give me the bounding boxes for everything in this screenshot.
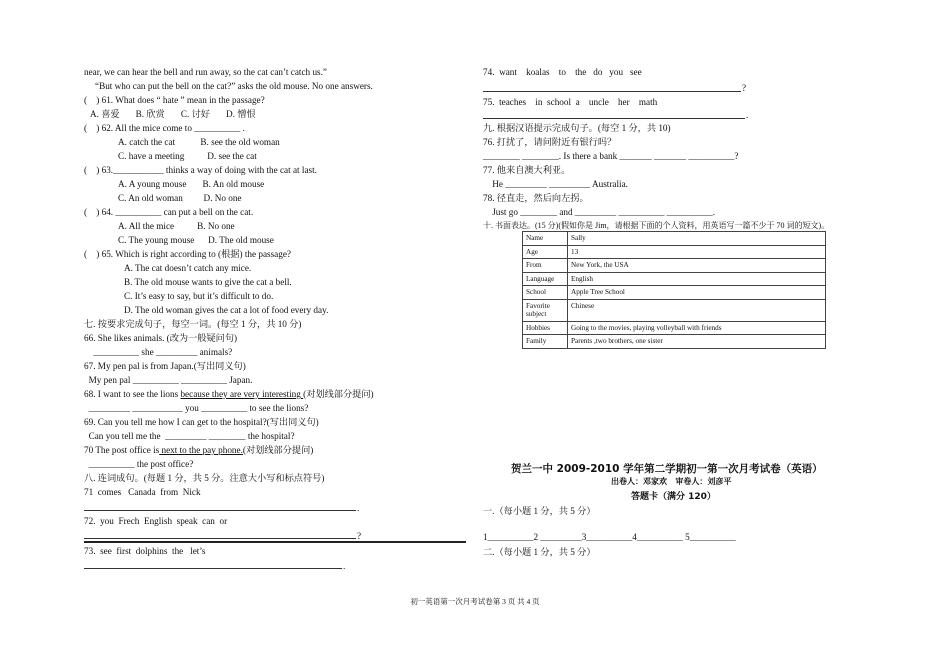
table-key: Name [523, 232, 568, 246]
table-value: Sally [568, 232, 826, 246]
answer-75-punct: . [746, 110, 749, 120]
answer-line-75 [483, 118, 745, 119]
answer-section-1-blanks: 1__________2 _________3__________4__________ 5__________ [483, 532, 736, 542]
question-67: 67. My pen pal is from Japan.(写出同义句) [84, 361, 246, 371]
exam-title: 贺兰一中 2009-2010 学年第二学期初一第一次月考试卷（英语） [511, 463, 823, 475]
answer-section-2: 二.（每小题 1 分，共 5 分） [483, 547, 596, 557]
question-73: 73. see first dolphins the let’s [84, 546, 206, 556]
question-65-option-b: B. The old mouse wants to give the cat a bell. [124, 277, 292, 287]
question-65-option-c: C. It’s easy to say, but it’s difficult to do. [124, 291, 274, 301]
question-64: ( ) 64. __________ can put a bell on the cat. [84, 207, 254, 217]
answer-card-title: 答题卡（满分 120） [631, 492, 716, 502]
question-65-option-d: D. The old woman gives the cat a lot of food every day. [124, 305, 329, 315]
page-footer: 初一英语第一次月考试卷第 3 页 共 4 页 [410, 597, 540, 606]
section-10-heading: 十. 书面表达。(15 分)(假如你是 Jim，请根据下面的个人资料，用英语写一篇不少于 70 词的短文)。 [483, 221, 830, 230]
question-62: ( ) 62. All the mice come to __________ . [84, 123, 245, 133]
question-68-instruction: (对划线部分提问) [303, 389, 374, 399]
table-value: Apple Tree School [568, 286, 826, 300]
question-65-option-a: A. The cat doesn’t catch any mice. [124, 263, 252, 273]
answer-72-punct: ? [357, 531, 362, 541]
question-76: 76. 打扰了，请问附近有银行吗？ [483, 137, 617, 147]
answer-73-punct: . [343, 561, 346, 571]
question-65: ( ) 65. Which is right according to (根据) the passage? [84, 249, 292, 259]
table-value: 13 [568, 245, 826, 259]
table-row [523, 259, 826, 273]
question-75: 75. teaches in school a uncle her math [483, 97, 658, 107]
table-key: Language [523, 272, 568, 286]
question-62-options-cd: C. have a meeting D. see the cat [118, 151, 257, 161]
table-row [523, 245, 826, 259]
answer-74-punct: ? [742, 83, 747, 93]
table-row [523, 272, 826, 286]
question-69-answer: Can you tell me the _________ ________ the hospital? [84, 431, 295, 441]
table-key: School [523, 286, 568, 300]
question-68-underlined: because they are very interesting [180, 389, 304, 399]
answer-section-1: 一.（每小题 1 分，共 5 分） [483, 506, 596, 516]
section-divider [84, 541, 466, 543]
question-78-answer: Just go ________ and _________ __________ __________. [483, 207, 715, 217]
question-71: 71 comes Canada from Nick [84, 487, 201, 497]
question-70-answer: __________ the post office? [84, 459, 194, 469]
table-key: Age [523, 245, 568, 259]
section-8-heading: 八. 连词成句。(每题 1 分，共 5 分。注意大小写和标点符号) [84, 473, 325, 483]
answer-line-71 [84, 510, 356, 511]
answer-line-73 [84, 568, 342, 569]
question-66-answer: __________ she _________ animals? [84, 347, 233, 357]
question-78: 78. 径直走，然后向左拐。 [483, 193, 589, 203]
table-row [523, 232, 826, 246]
table-key: Family [523, 335, 568, 349]
question-62-options-ab: A. catch the cat B. see the old woman [118, 137, 280, 147]
table-value: English [568, 272, 826, 286]
table-value: New York, the USA [568, 259, 826, 273]
passage-line-1: near, we can hear the bell and run away, so the cat can’t catch us.” [84, 67, 327, 77]
answer-line-74 [483, 91, 741, 92]
question-69: 69. Can you tell me how I can get to the hospital?(写出同义句) [84, 417, 319, 427]
answer-line-72 [84, 538, 356, 539]
question-68 [84, 388, 374, 400]
question-61: ( ) 61. What does “ hate ” mean in the passage? [84, 95, 265, 105]
table-row [523, 321, 826, 335]
table-key: Favorite subject [523, 299, 568, 321]
passage-line-2: “But who can put the bell on the cat?” asks the old mouse. No one answers. [95, 81, 373, 91]
table-row [523, 286, 826, 300]
question-76-answer: ________ ________. Is there a bank _______ _______ __________? [483, 151, 739, 161]
section-9-heading: 九. 根据汉语提示完成句子。(每空 1 分，共 10) [483, 123, 671, 133]
question-63-options-cd: C. An old woman D. No one [118, 193, 242, 203]
table-key: From [523, 259, 568, 273]
answer-71-punct: . [357, 503, 360, 513]
question-61-options: A. 喜爱 B. 欣赏 C. 讨好 D. 憎恨 [90, 109, 256, 119]
question-64-options-ab: A. All the mice B. No one [118, 221, 235, 231]
question-77: 77. 他来自澳大利亚。 [483, 165, 571, 175]
personal-info-table [522, 231, 826, 349]
question-70-underlined: next to the pay phone. [159, 445, 243, 455]
question-63-options-ab: A. A young mouse B. An old mouse [118, 179, 265, 189]
exam-authors: 出卷人：邓家欢 审卷人：刘彦平 [611, 477, 732, 486]
question-70-instruction: (对划线部分提问) [242, 445, 314, 455]
table-value: Chinese [568, 299, 826, 321]
table-value: Parents ,two brothers, one sister [568, 335, 826, 349]
section-7-heading: 七. 按要求完成句子，每空一词。(每空 1 分，共 10 分) [84, 319, 302, 329]
question-67-answer: My pen pal __________ __________ Japan. [84, 375, 253, 385]
table-key: Hobbies [523, 321, 568, 335]
question-77-answer: He _________ _________ Australia. [483, 179, 628, 189]
question-74: 74. want koalas to the do you see [483, 67, 642, 77]
question-66: 66. She likes animals. (改为一般疑问句) [84, 333, 238, 343]
question-64-options-cd: C. The young mouse D. The old mouse [118, 235, 274, 245]
question-68-answer: _________ ___________ you __________ to see the lions? [84, 403, 309, 413]
table-row [523, 299, 826, 321]
question-63: ( ) 63.___________ thinks a way of doing with the cat at last. [84, 165, 317, 175]
question-68-text: 68. I want to see the lions [84, 389, 181, 399]
table-row [523, 335, 826, 349]
question-70 [84, 444, 313, 456]
question-70-text: 70 The post office is [84, 445, 160, 455]
question-72: 72. you Frech English speak can or [84, 516, 228, 526]
table-value: Going to the movies, playing volleyball with friends [568, 321, 826, 335]
